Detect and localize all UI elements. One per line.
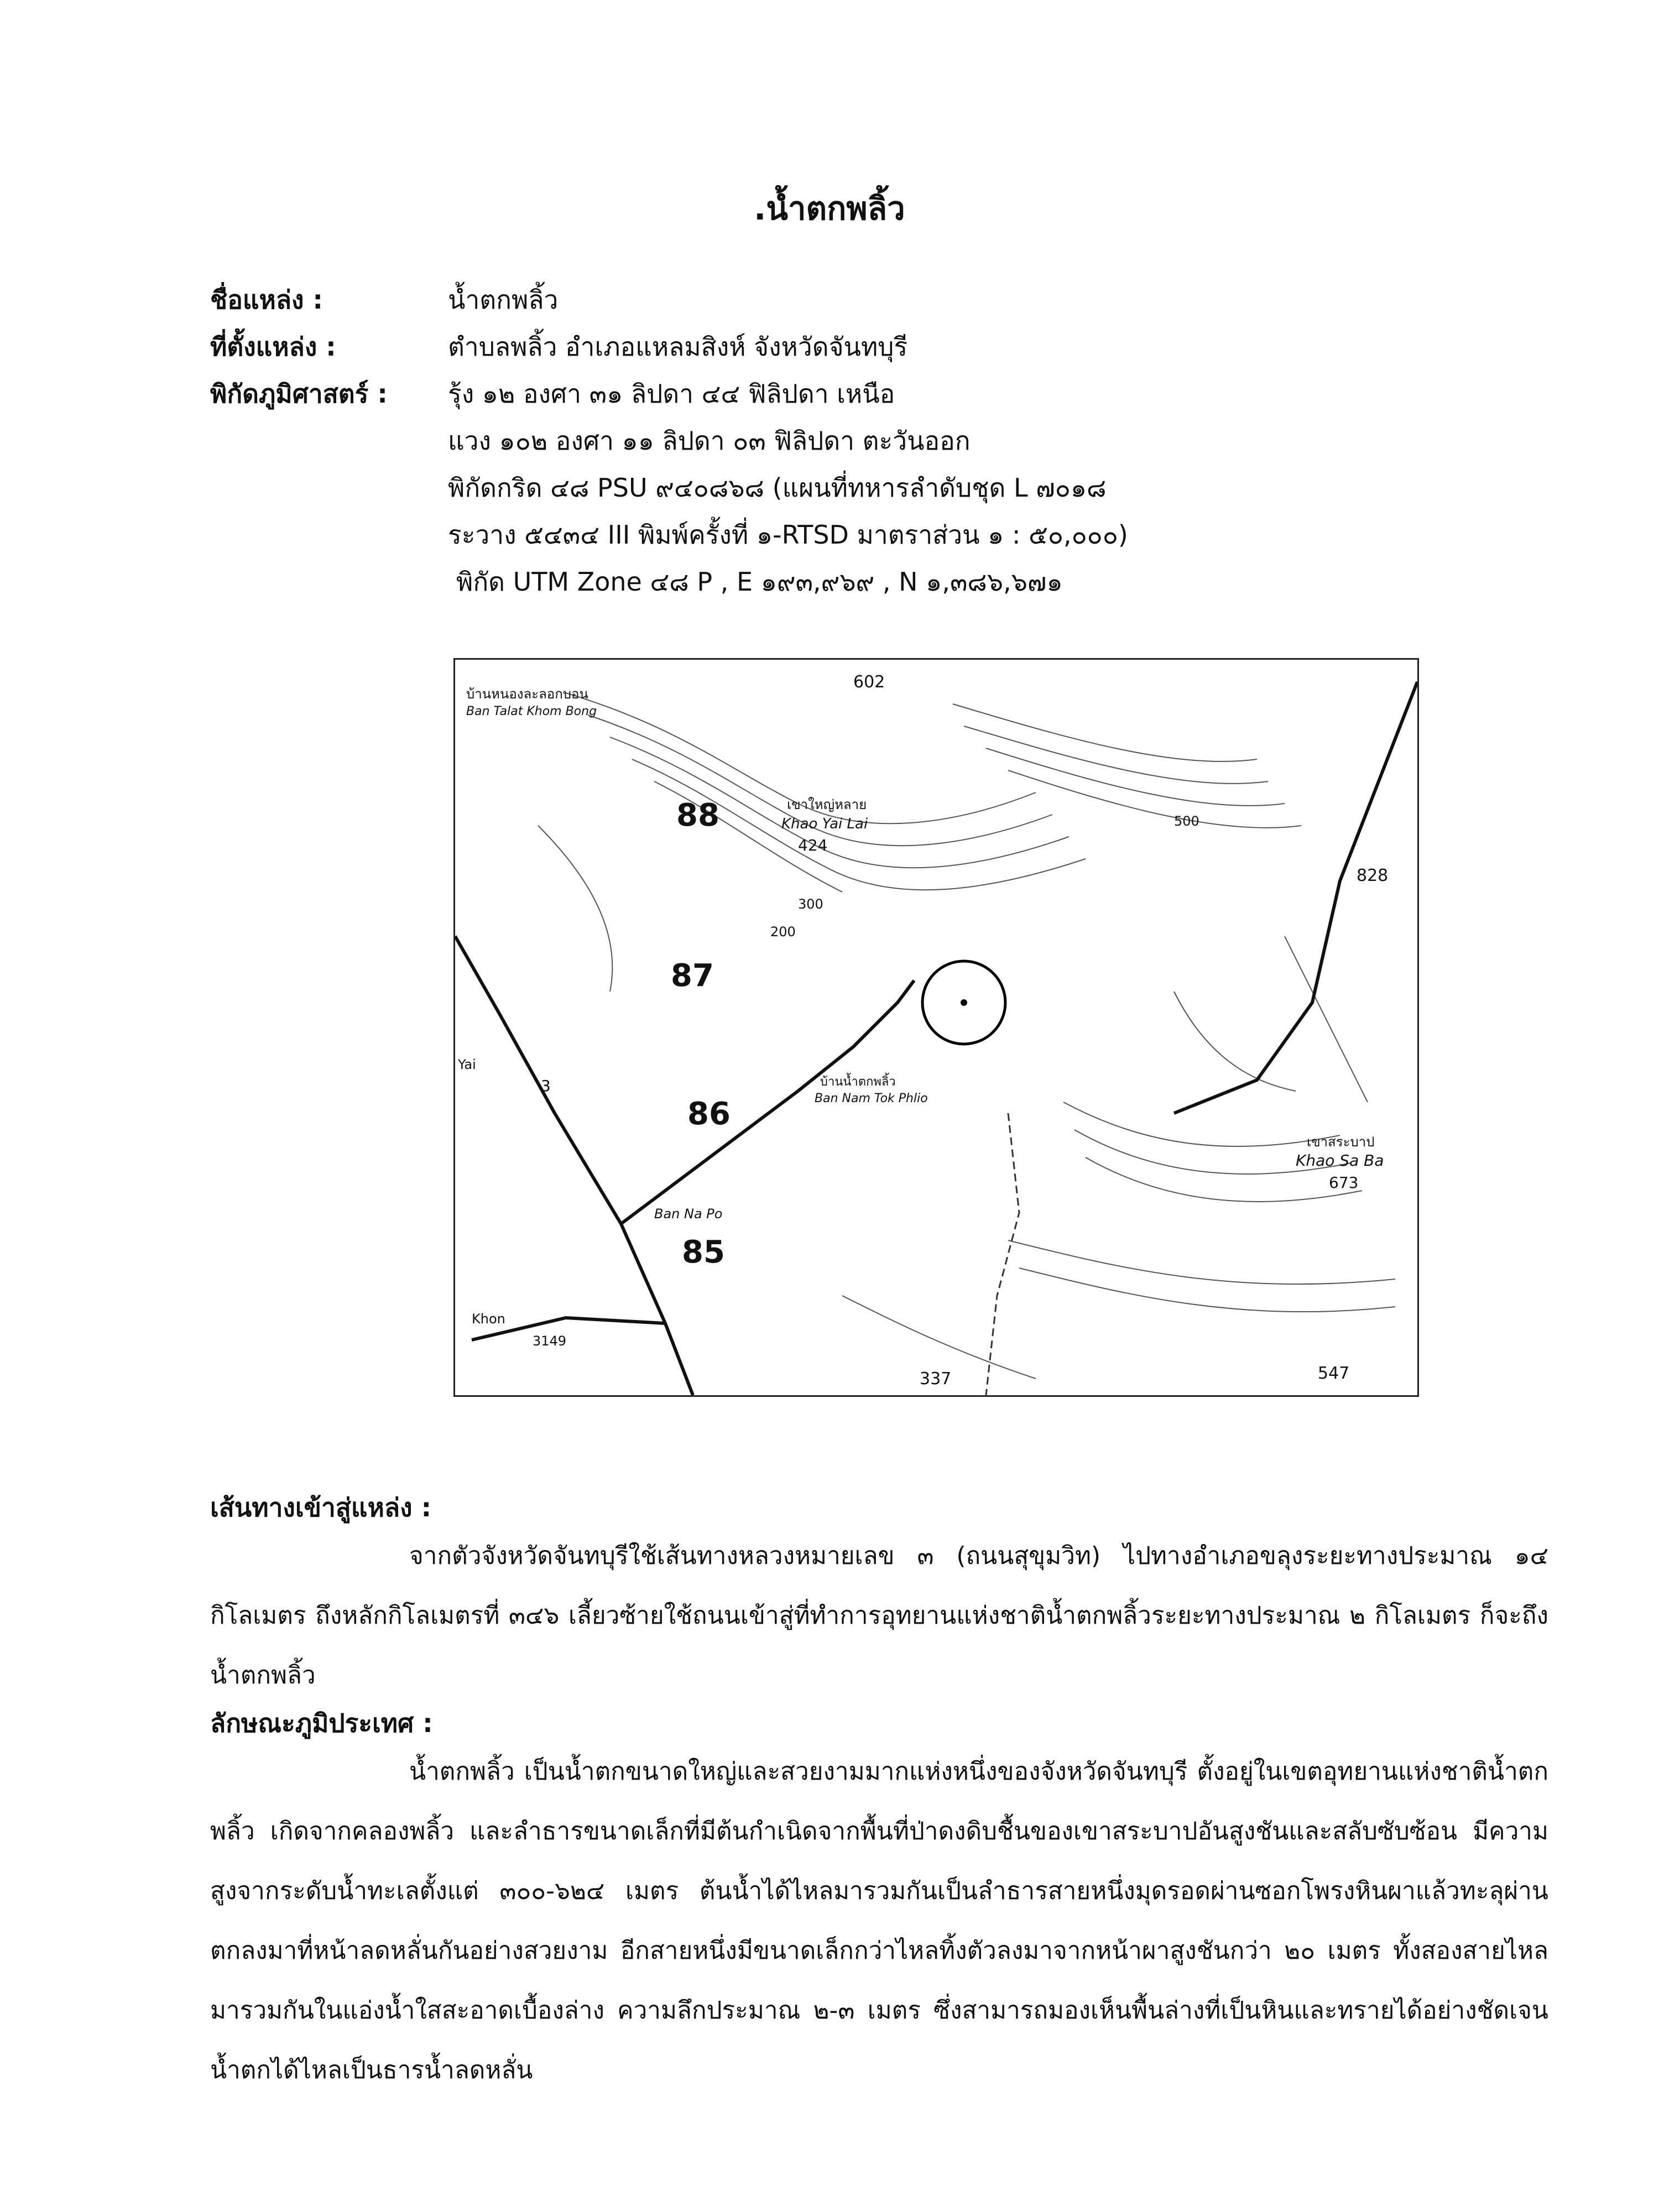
grid-85: 85	[682, 1234, 725, 1270]
grid-88: 88	[676, 797, 719, 833]
mountain-th: เขาใหญ่หลาย	[787, 797, 867, 812]
location-label: ที่ตั้งแหล่ง :	[210, 332, 336, 362]
map-labels	[457, 672, 1388, 1389]
route-paragraph	[210, 1526, 1548, 1705]
name-value: น้ำตกพลิ้ว	[448, 285, 559, 315]
contour-500: 500	[1174, 813, 1199, 829]
contour-300: 300	[798, 896, 823, 912]
village-center-th: บ้านน้ำตกพลิ้ว	[820, 1075, 896, 1089]
village-center-en: Ban Nam Tok Phlio	[815, 1092, 928, 1105]
peak-828: 828	[1357, 866, 1389, 885]
khao-saba-th: เขาสระบาป	[1307, 1134, 1375, 1150]
route-heading: เส้นทางเข้าสู่แหล่ง :	[210, 1493, 431, 1522]
location-value: ตำบลพลิ้ว อำเภอแหลมสิงห์ จังหวัดจันทบุรี	[448, 332, 908, 362]
grid-coordinate: พิกัดกริด ๔๘ PSU ๙๔๐๘๖๘ (แผนที่ทหารลำดับชุด L ๗๐๑๘	[448, 473, 1107, 503]
road-3149-label: 3149	[533, 1333, 567, 1349]
utm-coordinate: พิกัด UTM Zone ๔๘ P , E ๑๙๓,๙๖๙ , N ๑,๓๘๖,๖๗๑	[456, 567, 1063, 597]
topographic-map	[453, 658, 1419, 1397]
road-3-label: 3	[541, 1077, 551, 1095]
contour-lines	[538, 693, 1395, 1379]
name-label: ชื่อแหล่ง :	[210, 285, 323, 315]
terrain-paragraph	[210, 1742, 1548, 2100]
khao-saba-en: Khao Sa Ba	[1296, 1151, 1384, 1170]
khon-label: Khon	[472, 1311, 505, 1327]
peak-547: 547	[1318, 1364, 1350, 1383]
yai-label: Yai	[458, 1057, 476, 1072]
village-nw-en: Ban Talat Khom Bong	[466, 705, 597, 718]
coord-label: พิกัดภูมิศาสตร์ :	[210, 379, 388, 409]
grid-87: 87	[671, 958, 714, 994]
peak-602: 602	[853, 672, 885, 692]
peak-424: 424	[798, 836, 828, 854]
terrain-heading: ลักษณะภูมิประเทศ :	[210, 1708, 433, 1738]
route-text: จากตัวจังหวัดจันทบุรีใช้เส้นทางหลวงหมายเลข ๓ (ถนนสุขุมวิท) ไปทางอำเภอขลุงระยะทางประมาณ ๑๔ กิโลเมตร ถึงหลักกิโลเมตรที่ ๓๔๖ เลี้ยวซ้ายใช้ถนนเข้าสู่ที่ทำการอุทยานแห่งชาติน้ำตกพลิ้วระยะทางประมาณ ๒ กิโลเมตร ก็จะถึงน้ำตกพลิ้ว	[210, 1542, 1548, 1689]
stream	[986, 1113, 1019, 1395]
latitude: รุ้ง ๑๒ องศา ๓๑ ลิปดา ๔๔ ฟิลิปดา เหนือ	[448, 379, 895, 409]
waterfall-point	[961, 999, 967, 1006]
mountain-en: Khao Yai Lai	[781, 816, 868, 832]
longitude: แวง ๑๐๒ องศา ๑๑ ลิปดา ๐๓ ฟิลิปดา ตะวันออก	[448, 426, 971, 456]
contour-200: 200	[770, 924, 796, 940]
peak-673: 673	[1329, 1173, 1359, 1192]
page-title: .น้ำตกพลิ้ว	[754, 190, 905, 227]
map-graphic	[455, 660, 1417, 1395]
map-sheet: ระวาง ๕๔๓๔ III พิมพ์ครั้งที่ ๑-RTSD มาตราส่วน ๑ : ๕๐,๐๐๐)	[448, 520, 1128, 550]
terrain-text: น้ำตกพลิ้ว เป็นน้ำตกขนาดใหญ่และสวยงามมากแห่งหนึ่งของจังหวัดจันทบุรี ตั้งอยู่ในเขตอุทยานแห่งชาติน้ำตกพลิ้ว เกิดจากคลองพลิ้ว และลำธารขนาดเล็กที่มีต้นกำเนิดจากพื้นที่ป่าดงดิบชื้นของเขาสระบาปอันสูงชันและสลับซับซ้อน มีความสูงจากระดับน้ำทะเลตั้งแต่ ๓๐๐-๖๒๔ เมตร ต้นน้ำได้ไหลมารวมกันเป็นลำธารสายหนึ่งมุดรอดผ่านซอกโพรงหินผาแล้วทะลุผ่านตกลงมาที่หน้าลดหลั่นกันอย่างสวยงาม อีกสายหนึ่งมีขนาดเล็กกว่าไหลทิ้งตัวลงมาจากหน้าผาสูงชันกว่า ๒๐ เมตร ทั้งสองสายไหลมารวมกันในแอ่งน้ำใสสะอาดเบื้องล่าง ความลึกประมาณ ๒-๓ เมตร ซึ่งสามารถมองเห็นพื้นล่างที่เป็นหินและทรายได้อย่างชัดเจน น้ำตกได้ไหลเป็นธารน้ำลดหลั่น	[210, 1757, 1548, 2084]
peak-337: 337	[920, 1369, 952, 1389]
grid-86: 86	[687, 1096, 731, 1132]
roads	[455, 682, 1417, 1395]
village-sw: Ban Na Po	[654, 1206, 723, 1222]
village-nw-th: บ้านหนองละลอกบอน	[466, 686, 588, 702]
